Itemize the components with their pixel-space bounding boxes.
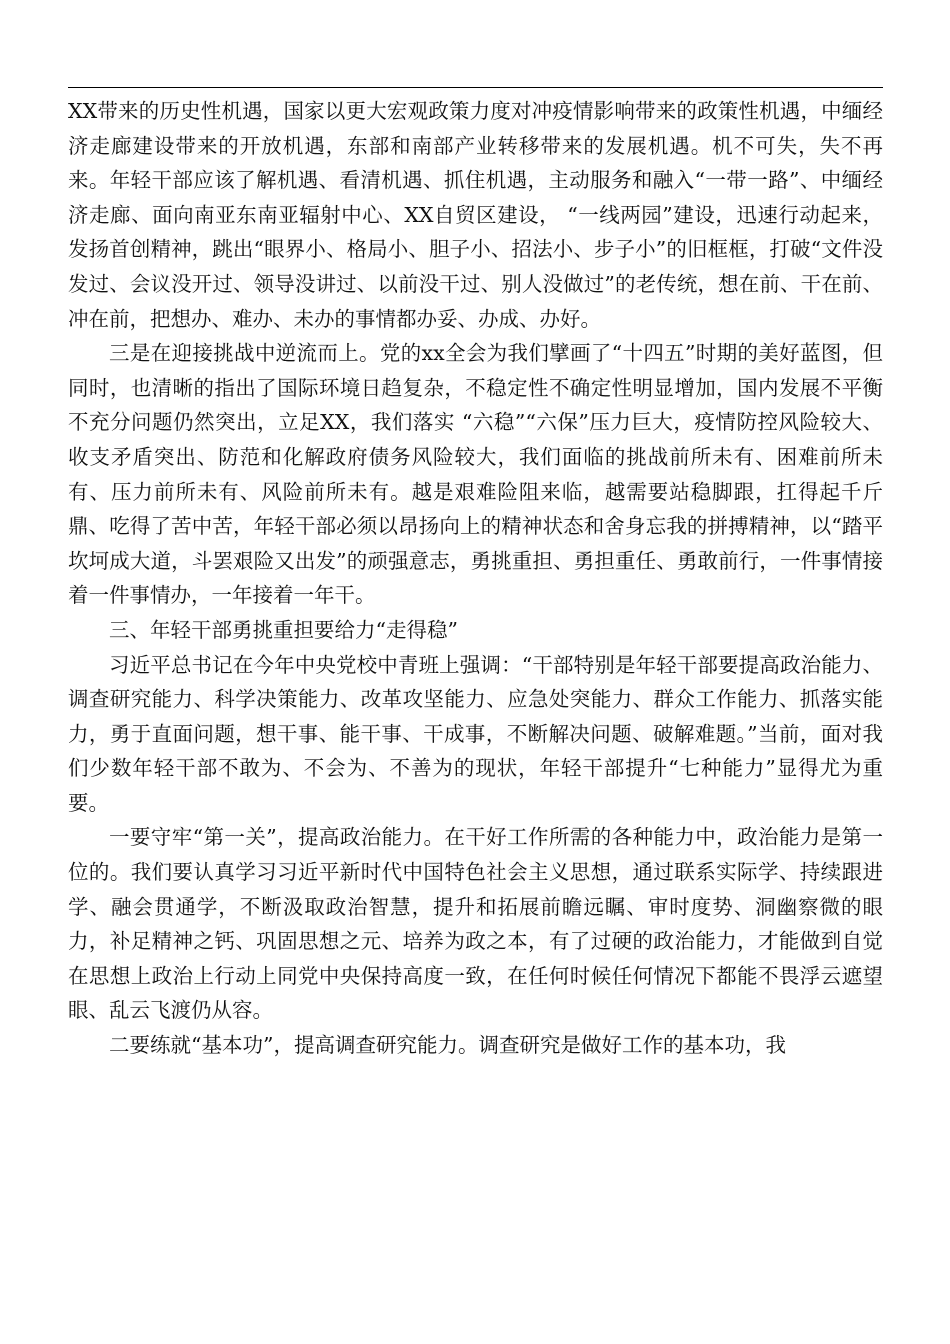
header-rule	[68, 87, 883, 88]
paragraph-research-ability: 二要练就“基本功”，提高调查研究能力。调查研究是做好工作的基本功，我	[109, 1033, 786, 1058]
paragraph-continued: XX带来的历史性机遇，国家以更大宏观政策力度对冲疫情影响带来的政策性机遇，中缅经济走廊建设带来的开放机遇，东部和南部产业转移带来的发展机遇。机不可失，失不再来。年轻干部应该了解机遇、看清机遇、抓住机遇，主动服务和融入“一带一路”、中缅经济走廊、面向南亚东南亚辐射中心、XX自贸区建设， “一线两园”建设，迅速行动起来，发扬首创精神，跳出“眼界小、格局小、胆子小、招法小、步子小”的旧框框，打破“文件没发过、会议没开过、领导没讲过、以前没干过、别人没做过”的老传统，想在前、干在前、冲在前，把想办、难办、未办的事情都办妥、办成、办好。	[68, 99, 883, 331]
section-heading: 三、年轻干部勇挑重担要给力“走得稳”	[109, 617, 458, 642]
paragraph-challenge: 三是在迎接挑战中逆流而上。党的xx全会为我们擘画了“十四五”时期的美好蓝图，但同时，也清晰的指出了国际环境日趋复杂，不稳定性不确定性明显增加，国内发展不平衡不充分问题仍然突出，立足XX，我们落实 “六稳”“六保”压力巨大，疫情防控风险较大、收支矛盾突出、防范和化解政府债务风险较大，我们面临的挑战前所未有、困难前所未有、压力前所未有、风险前所未有。越是艰难险阻来临，越需要站稳脚跟，扛得起千斤鼎、吃得了苦中苦，年轻干部必须以昂扬向上的精神状态和舍身忘我的拼搏精神，以“踏平坎坷成大道，斗罢艰险又出发”的顽强意志，勇挑重担、勇担重任、勇敢前行，一件事情接着一件事情办，一年接着一年干。	[68, 341, 883, 608]
document-body	[68, 94, 883, 1063]
paragraph-political-ability: 一要守牢“第一关”，提高政治能力。在干好工作所需的各种能力中，政治能力是第一位的。我们要认真学习习近平新时代中国特色社会主义思想，通过联系实际学、持续跟进学、融会贯通学，不断汲取政治智慧，提升和拓展前瞻远瞩、审时度势、洞幽察微的眼力，补足精神之钙、巩固思想之元、培养为政之本，有了过硬的政治能力，才能做到自觉在思想上政治上行动上同党中央保持高度一致，在任何时候任何情况下都能不畏浮云遮望眼、乱云飞渡仍从容。	[68, 825, 883, 1023]
paragraph-seven-abilities: 习近平总书记在今年中央党校中青班上强调：“干部特别是年轻干部要提高政治能力、调查研究能力、科学决策能力、改革攻坚能力、应急处突能力、群众工作能力、抓落实能力，勇于直面问题，想干事、能干事、干成事，不断解决问题、破解难题。”当前，面对我们少数年轻干部不敢为、不会为、不善为的现状，年轻干部提升“七种能力”显得尤为重要。	[68, 652, 883, 815]
